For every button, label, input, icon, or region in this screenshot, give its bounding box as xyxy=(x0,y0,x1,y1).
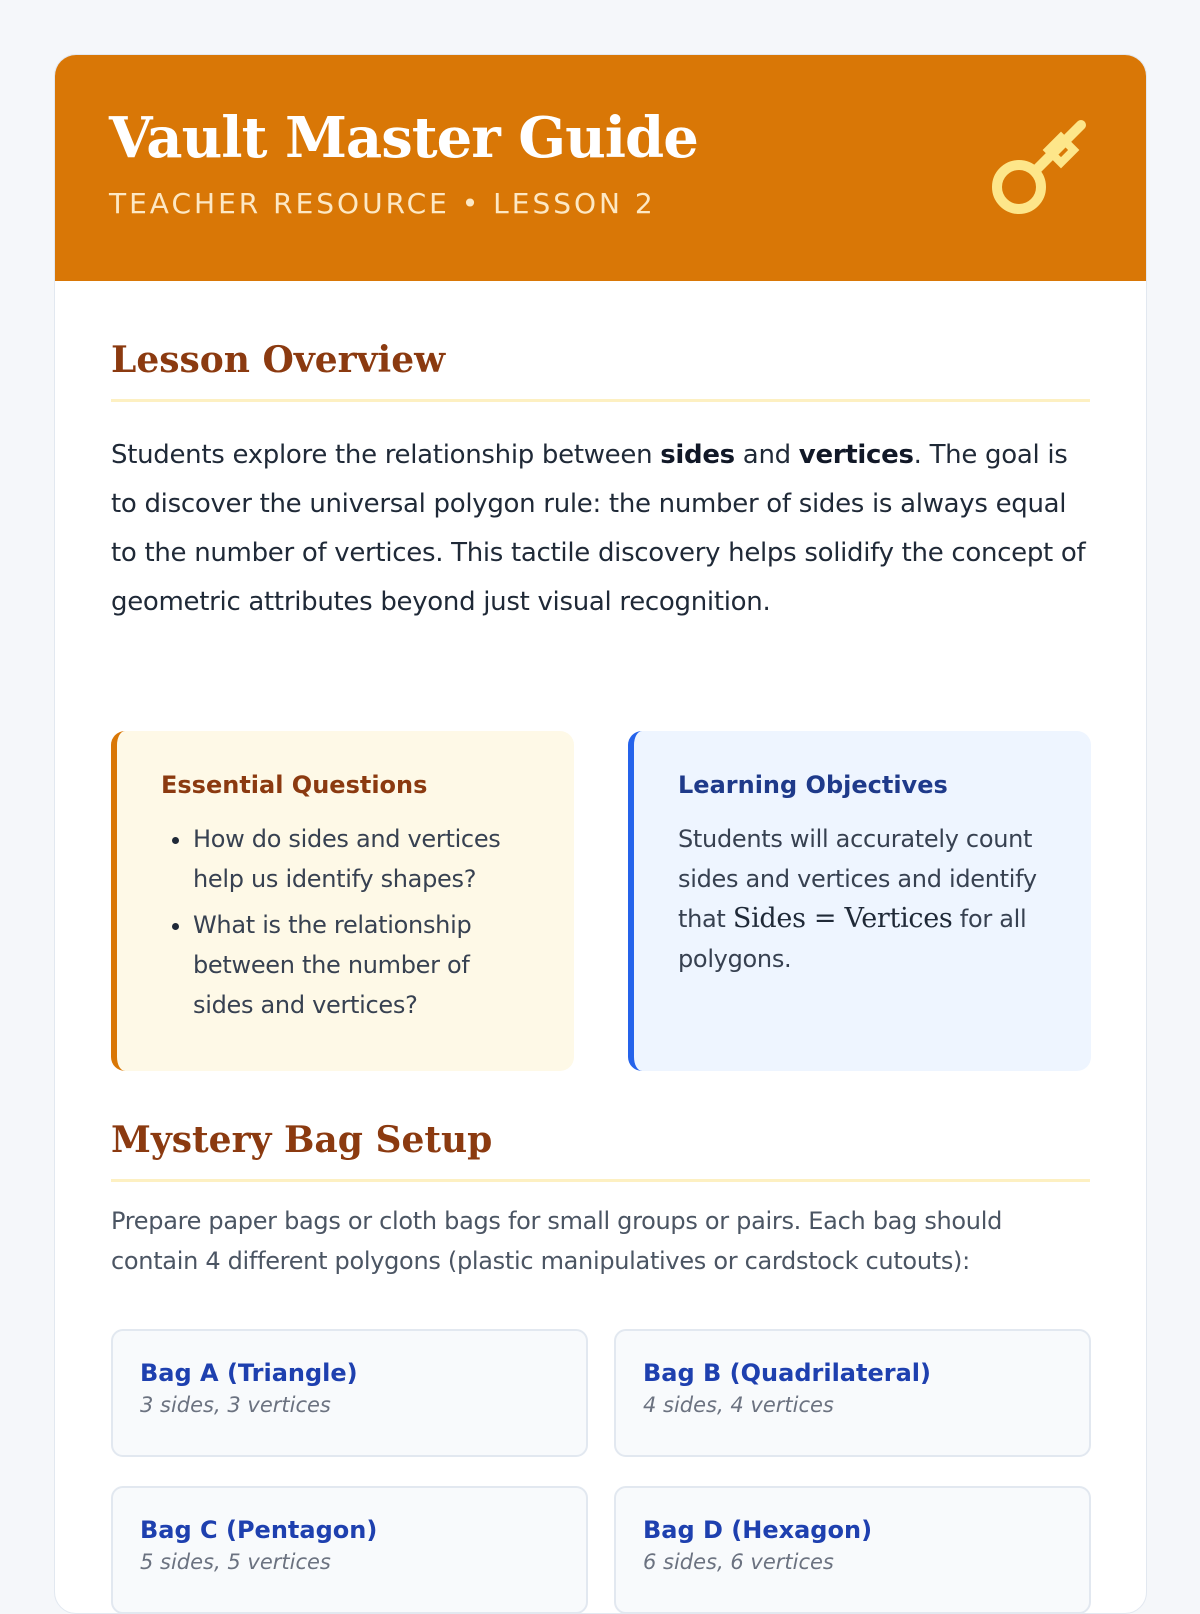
learning-objectives-text xyxy=(678,819,1051,979)
essential-questions-title: Essential Questions xyxy=(161,771,428,799)
learning-objectives-title: Learning Objectives xyxy=(678,771,948,799)
header xyxy=(55,55,1146,281)
bag-name: Bag A (Triangle) xyxy=(140,1359,358,1387)
bag-description: 6 sides, 6 vertices xyxy=(643,1550,834,1574)
sides-vertices-equation: Sides = Vertices xyxy=(732,903,953,934)
lo-text-2: for all polygons. xyxy=(678,905,1027,973)
bag-description: 4 sides, 4 vertices xyxy=(643,1393,834,1417)
list-item: • How do sides and vertices help us identify shapes? xyxy=(193,819,534,899)
lo-text-1: Students will accurately count sides and vertices and identify that xyxy=(678,825,1037,933)
bag-name: Bag C (Pentagon) xyxy=(140,1516,378,1544)
bag-card-b xyxy=(614,1329,1091,1457)
bag-card-d xyxy=(614,1486,1091,1614)
overview-text-3: . The goal is to discover the universal polygon rule: the number of sides is always equal to the number of vertices. This tactile discovery helps solidify the concept of geometric attributes beyond just visual recognition. xyxy=(111,440,1086,617)
list-item: • What is the relationship between the number of sides and vertices? xyxy=(193,905,534,1025)
page-subtitle: TEACHER RESOURCE • LESSON 2 xyxy=(109,187,656,220)
overview-text-2: and xyxy=(734,440,799,470)
overview-paragraph xyxy=(111,431,1090,627)
guide-card xyxy=(54,54,1147,1614)
page-title: Vault Master Guide xyxy=(109,105,698,171)
bag-description: 3 sides, 3 vertices xyxy=(140,1393,331,1417)
setup-paragraph: Prepare paper bags or cloth bags for small groups or pairs. Each bag should contain 4 different polygons (plastic manipulatives or cardstock cutouts): xyxy=(111,1207,1003,1275)
bag-card-c xyxy=(111,1486,588,1614)
bag-description: 5 sides, 5 vertices xyxy=(140,1550,331,1574)
essential-questions-list xyxy=(161,819,534,1025)
setup-heading: Mystery Bag Setup xyxy=(111,1119,1090,1182)
overview-text-1: Students explore the relationship between xyxy=(111,440,661,470)
essential-questions-box xyxy=(111,731,574,1071)
key-icon xyxy=(985,115,1095,225)
bag-card-a xyxy=(111,1329,588,1457)
bag-name: Bag B (Quadrilateral) xyxy=(643,1359,931,1387)
overview-heading: Lesson Overview xyxy=(111,339,1090,402)
learning-objectives-box xyxy=(628,731,1091,1071)
bag-name: Bag D (Hexagon) xyxy=(643,1516,873,1544)
overview-sides-term: sides xyxy=(660,440,735,470)
overview-vertices-term: vertices xyxy=(798,440,914,470)
